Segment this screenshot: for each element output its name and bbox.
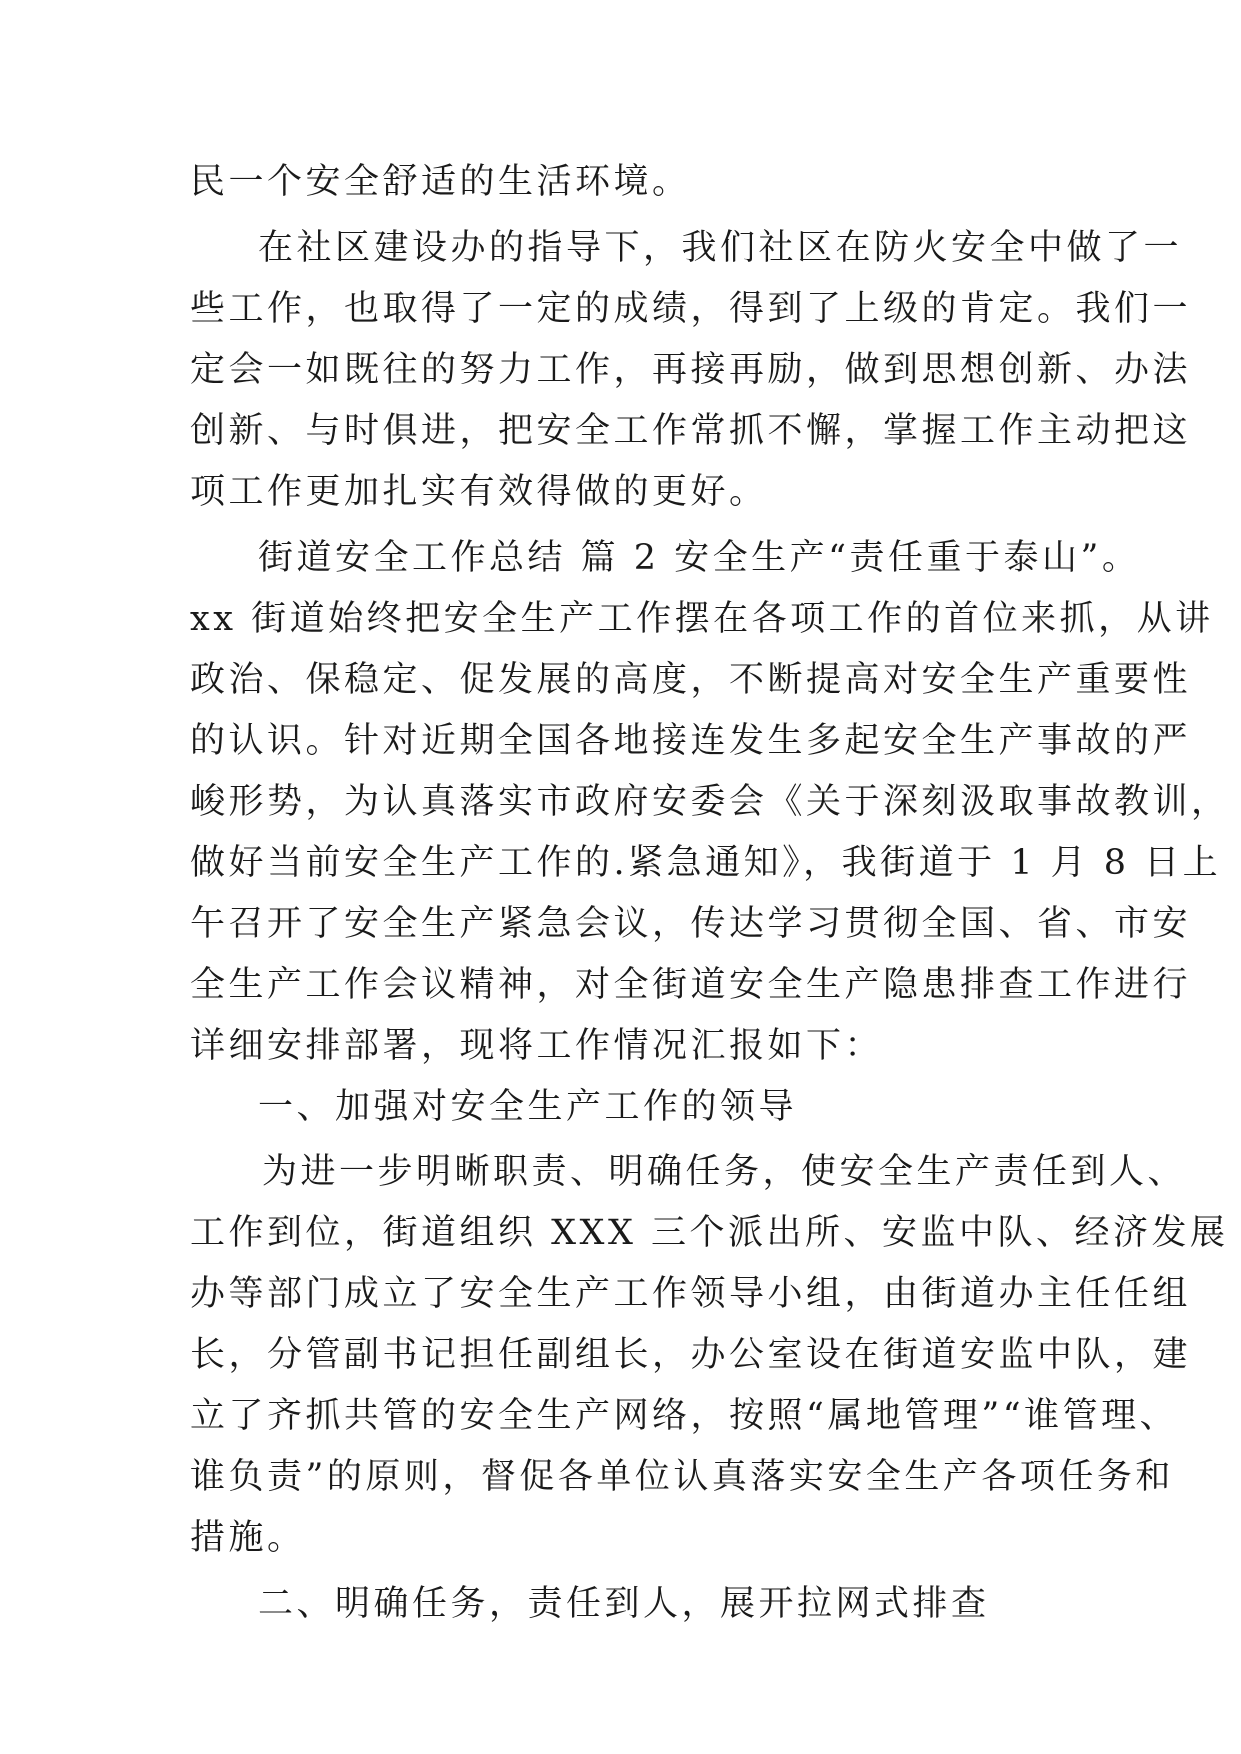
- text-line: 措施。: [190, 1518, 306, 1558]
- text-line: 详细安排部署，现将工作情况汇报如下：: [190, 1026, 884, 1066]
- text-line: 政治、保稳定、促发展的高度，不断提高对安全生产重要性: [190, 660, 1192, 700]
- text-line: xx 街道始终把安全生产工作摆在各项工作的首位来抓，从讲: [190, 599, 1214, 639]
- text-line: 办等部门成立了安全生产工作领导小组，由街道办主任任组: [190, 1274, 1192, 1314]
- heading-two: 二、明确任务，责任到人，展开拉网式排查: [258, 1584, 990, 1624]
- text-line: 的认识。针对近期全国各地接连发生多起安全生产事故的严: [190, 721, 1192, 761]
- text-line: 些工作，也取得了一定的成绩，得到了上级的肯定。我们一: [190, 289, 1192, 329]
- text-line: 午召开了安全生产紧急会议，传达学习贯彻全国、省、市安: [190, 904, 1192, 944]
- text-line: 定会一如既往的努力工作，再接再励，做到思想创新、办法: [190, 350, 1192, 390]
- text-line: 峻形势，为认真落实市政府安委会《关于深刻汲取事故教训，: [190, 782, 1230, 822]
- text-line: 长，分管副书记担任副组长，办公室设在街道安监中队，建: [190, 1335, 1192, 1375]
- text-line: 谁负责”的原则，督促各单位认真落实安全生产各项任务和: [190, 1457, 1174, 1497]
- paragraph-line: 在社区建设办的指导下，我们社区在防火安全中做了一: [258, 228, 1183, 268]
- text-line: 创新、与时俱进，把安全工作常抓不懈，掌握工作主动把这: [190, 411, 1192, 451]
- text-line: 项工作更加扎实有效得做的更好。: [190, 472, 768, 512]
- text-line: 民一个安全舒适的生活环境。: [190, 162, 691, 202]
- text-line: 工作到位，街道组织 XXX 三个派出所、安监中队、经济发展: [190, 1213, 1229, 1253]
- text-line: 立了齐抓共管的安全生产网络，按照“属地管理”“谁管理、: [190, 1396, 1179, 1436]
- document-body: [190, 152, 1230, 1635]
- paragraph-line: 为进一步明晰职责、明确任务，使安全生产责任到人、: [262, 1152, 1187, 1192]
- section-title-line: 街道安全工作总结 篇 2 安全生产“责任重于泰山”。: [258, 538, 1141, 578]
- text-line: 做好当前安全生产工作的.紧急通知》，我街道于 1 月 8 日上: [190, 843, 1222, 883]
- heading-one: 一、加强对安全生产工作的领导: [258, 1087, 798, 1127]
- text-line: 全生产工作会议精神，对全街道安全生产隐患排查工作进行: [190, 965, 1192, 1005]
